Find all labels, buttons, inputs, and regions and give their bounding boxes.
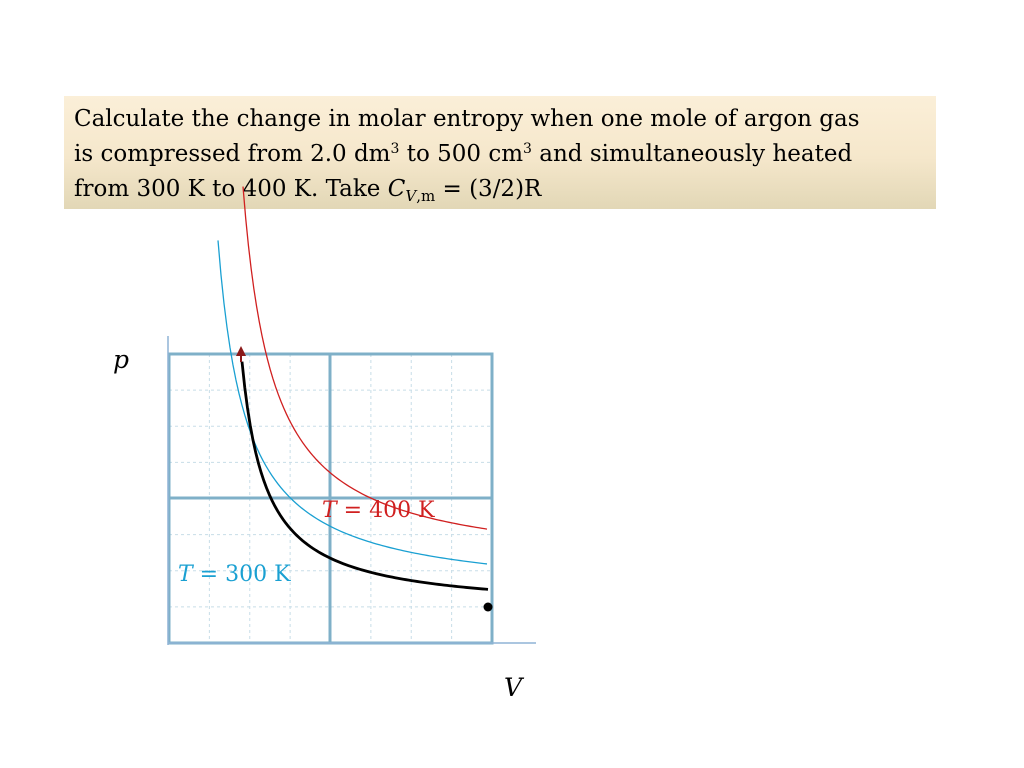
temperature-symbol: T xyxy=(178,562,193,587)
problem-text: Calculate the change in molar entropy when one mole of argon gas xyxy=(74,106,860,132)
problem-text: and simultaneously heated xyxy=(531,141,853,167)
pressure-axis-label: p xyxy=(113,345,130,374)
problem-text: from 300 K to 400 K. Take xyxy=(74,176,388,202)
problem-text: to 500 cm xyxy=(399,141,524,167)
temperature-symbol: T xyxy=(322,498,337,523)
superscript-3: 3 xyxy=(390,141,400,157)
subscript-m: ,m xyxy=(416,187,436,205)
subscript-v: V xyxy=(405,187,417,205)
volume-axis-label: V xyxy=(504,673,523,702)
superscript-3: 3 xyxy=(523,141,532,157)
isotherm-400k-curve xyxy=(243,187,487,530)
temperature-value: = 400 K xyxy=(336,498,435,523)
heat-capacity-symbol: C xyxy=(387,176,406,202)
isotherm-300k-label xyxy=(178,562,291,587)
problem-text: is compressed from 2.0 dm xyxy=(74,141,391,167)
problem-text: = (3/2)R xyxy=(435,176,542,202)
temperature-value: = 300 K xyxy=(192,562,291,587)
initial-state-point xyxy=(484,603,493,612)
isotherm-400k-label xyxy=(322,498,435,523)
